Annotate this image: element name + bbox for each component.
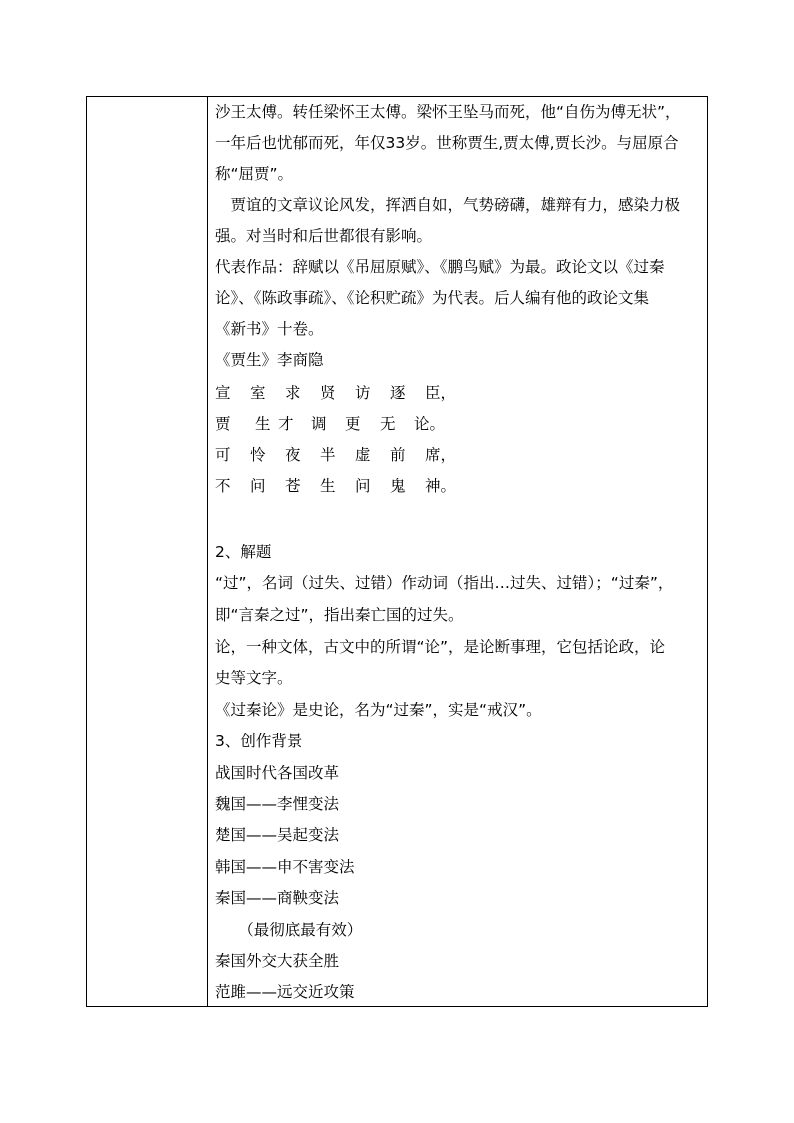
poem-char: 论。 <box>414 415 446 433</box>
text-line: 论》、《陈政事疏》、《论积贮疏》为代表。后人编有他的政论文集 <box>215 289 650 307</box>
poem-char: 求 <box>285 384 301 402</box>
text-line: 沙王太傅。转任梁怀王太傅。梁怀王坠马而死，他“自伤为傅无状”， <box>215 103 681 121</box>
poem-char: 更 <box>345 415 361 433</box>
poem-char: 贾 <box>215 415 231 433</box>
poem-char: 怜 <box>250 446 266 464</box>
column-divider <box>207 97 208 1006</box>
text-line: 称“屈贾”。 <box>215 165 294 183</box>
text-line: 即“言秦之过”，指出秦亡国的过失。 <box>215 606 464 624</box>
text-line: 秦国外交大获全胜 <box>215 952 340 970</box>
content-table <box>86 96 708 1007</box>
poem-char: 贤 <box>320 384 336 402</box>
poem-char: 虚 <box>355 446 371 464</box>
poem-char: 无 <box>380 415 396 433</box>
text-line: 《过秦论》是史论，名为“过秦”，实是“戒汉”。 <box>215 701 542 719</box>
poem-title: 《贾生》李商隐 <box>215 351 324 369</box>
text-line: 韩国——申不害变法 <box>215 858 355 876</box>
poem-char: 鬼 <box>390 477 406 495</box>
poem-char: 前 <box>390 446 406 464</box>
poem-char: 不 <box>215 477 231 495</box>
poem-char: 室 <box>250 384 266 402</box>
text-line: 代表作品：辞赋以《吊屈原赋》、《鹏鸟赋》为最。政论文以《过秦 <box>215 258 665 276</box>
text-line: 一年后也忧郁而死，年仅33岁。世称贾生,贾太傅,贾长沙。与屈原合 <box>215 134 679 152</box>
text-line: 战国时代各国改革 <box>215 764 340 782</box>
left-cell <box>87 97 207 1006</box>
text-line: （最彻底最有效） <box>215 921 363 939</box>
text-line: “过”，名词（过失、过错）作动词（指出…过失、过错）；“过秦”， <box>215 574 674 592</box>
poem-char: 调 <box>311 415 327 433</box>
poem-char: 问 <box>250 477 266 495</box>
section-heading: 3、创作背景 <box>215 732 303 750</box>
text-line: 《新书》十卷。 <box>215 320 324 338</box>
text-line: 魏国——李悝变法 <box>215 795 340 813</box>
text-line: 强。对当时和后世都很有影响。 <box>215 227 433 245</box>
poem-char: 生 <box>320 477 336 495</box>
text-line: 楚国——吴起变法 <box>215 826 340 844</box>
poem-char: 席， <box>425 446 457 464</box>
text-line: 范雎——远交近攻策 <box>215 983 355 1001</box>
poem-char: 逐 <box>390 384 406 402</box>
text-line: 秦国——商鞅变法 <box>215 889 340 907</box>
poem-char: 宣 <box>215 384 231 402</box>
poem-char: 访 <box>355 384 371 402</box>
poem-char: 臣， <box>425 384 457 402</box>
text-line: 史等文字。 <box>215 669 293 687</box>
text-line: 贾谊的文章议论风发，挥洒自如，气势磅礴，雄辩有力，感染力极 <box>215 196 681 214</box>
poem-char: 半 <box>320 446 336 464</box>
text-line: 论，一种文体，古文中的所谓“论”，是论断事理，它包括论政，论 <box>215 638 666 656</box>
poem-char: 苍 <box>285 477 301 495</box>
poem-char: 夜 <box>285 446 301 464</box>
poem-char: 才 <box>278 415 294 433</box>
section-heading: 2、解题 <box>215 543 272 561</box>
poem-char: 问 <box>355 477 371 495</box>
poem-char: 生 <box>255 415 271 433</box>
poem-char: 神。 <box>425 477 457 495</box>
poem-char: 可 <box>215 446 231 464</box>
